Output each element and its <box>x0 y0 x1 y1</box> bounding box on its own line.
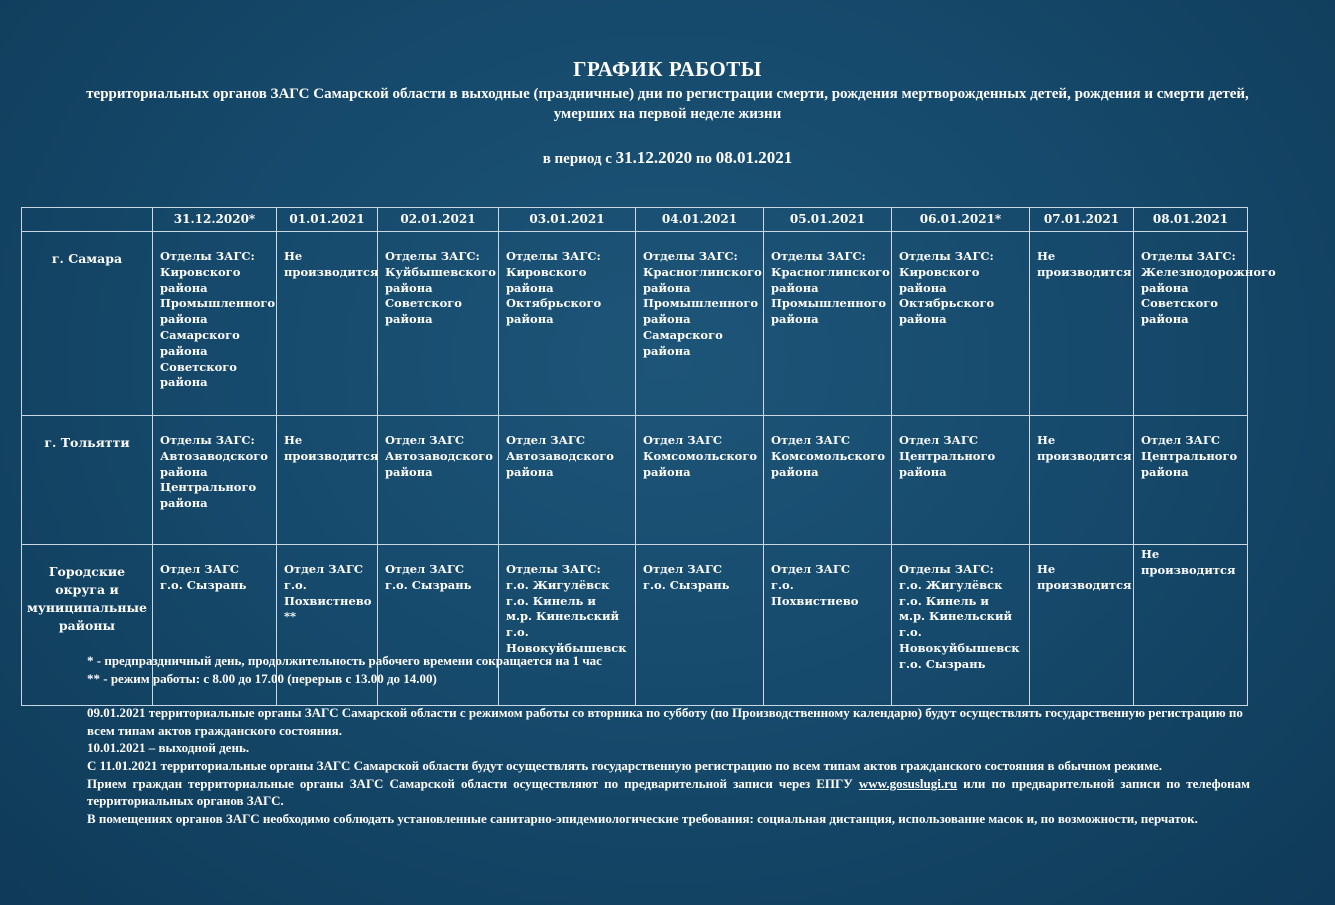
schedule-cell: Отделы ЗАГС: Красноглинского района Промышленного района <box>764 232 892 416</box>
notes-section <box>87 652 1250 827</box>
period-mid: по <box>692 151 716 167</box>
schedule-cell: Отделы ЗАГС: Кировского района Промышленного района Самарского района Советского района <box>153 232 277 416</box>
schedule-cell: Отделы ЗАГС: Кировского района Октябрьского района <box>499 232 636 416</box>
period-to: 08.01.2021 <box>715 148 793 167</box>
schedule-cell: Не производится <box>277 416 378 545</box>
schedule-cell: Не производится <box>1030 545 1134 706</box>
page-subtitle: территориальных органов ЗАГС Самарской области в выходные (праздничные) дни по регистрации смерти, рождения мертворожденных детей, рождения и смерти детей, умерших на первой неделе жизни <box>86 86 1249 122</box>
city-label: Городские округа и муниципальные районы <box>22 545 153 706</box>
note-jan-9: 09.01.2021 территориальные органы ЗАГС Самарской области с режимом работы со вторника по субботу (по Производственному календарю) будут осуществлять государственную регистрацию по всем типам актов гражданского состояния. <box>87 705 1243 738</box>
schedule-cell: Отдел ЗАГС г.о. Сызрань <box>378 545 499 706</box>
schedule-cell: Отделы ЗАГС: Красноглинского района Промышленного района Самарского района <box>636 232 764 416</box>
schedule-cell: Отдел ЗАГС Автозаводского района <box>378 416 499 545</box>
footnote-star: * - предпраздничный день, продолжительность рабочего времени сокращается на 1 час <box>87 653 602 668</box>
date-header-row <box>22 208 1248 232</box>
page-title: ГРАФИК РАБОТЫ <box>573 57 762 81</box>
schedule-cell: Отделы ЗАГС: Куйбышевского района Советского района <box>378 232 499 416</box>
schedule-cell: Отделы ЗАГС: г.о. Жигулёвск г.о. Кинель и м.р. Кинельский г.о. Новокуйбышевск г.о. Сызрань <box>892 545 1030 706</box>
schedule-cell: Отдел ЗАГС Автозаводского района <box>499 416 636 545</box>
date-header: 04.01.2021 <box>636 208 764 232</box>
schedule-cell: Отдел ЗАГС Комсомольского района <box>764 416 892 545</box>
schedule-cell: Отдел ЗАГС г.о. Похвистнево <box>764 545 892 706</box>
date-header: 01.01.2021 <box>277 208 378 232</box>
date-header: 08.01.2021 <box>1134 208 1248 232</box>
schedule-cell: Отделы ЗАГС: г.о. Жигулёвск г.о. Кинель и м.р. Кинельский г.о. Новокуйбышевск <box>499 545 636 706</box>
schedule-cell: Отдел ЗАГС г.о. Сызрань <box>153 545 277 706</box>
schedule-cell: Отдел ЗАГС Центрального района <box>1134 416 1248 545</box>
footnote-double-star: ** - режим работы: с 8.00 до 17.00 (перерыв с 13.00 до 14.00) <box>87 670 437 686</box>
schedule-table <box>21 207 1276 706</box>
schedule-cell: Отдел ЗАГС Центрального района <box>892 416 1030 545</box>
schedule-cell: Не производится <box>1030 416 1134 545</box>
period-line <box>0 148 1335 168</box>
schedule-cell: Отдел ЗАГС г.о. Сызрань <box>636 545 764 706</box>
period-from: 31.12.2020 <box>615 148 693 167</box>
date-header: 02.01.2021 <box>378 208 499 232</box>
schedule-cell: Отделы ЗАГС: Железнодорожного района Советского района <box>1134 232 1248 416</box>
date-header: 06.01.2021* <box>892 208 1030 232</box>
corner-cell <box>22 208 153 232</box>
schedule-cell: Не производится <box>1134 545 1248 706</box>
schedule-cell: Отдел ЗАГС Комсомольского района <box>636 416 764 545</box>
schedule-cell: Отделы ЗАГС: Автозаводского района Центрального района <box>153 416 277 545</box>
schedule-cell: Отдел ЗАГС г.о. Похвистнево ** <box>277 545 378 706</box>
period-prefix: в период с <box>542 151 616 167</box>
note-jan-10: 10.01.2021 – выходной день. <box>87 740 250 756</box>
row-samara <box>22 232 1248 416</box>
note-appointment-text: Прием граждан территориальные органы ЗАГС Самарской области осуществляют по предварительной записи через ЕПГУ <box>87 775 859 791</box>
gosuslugi-link[interactable]: www.gosuslugi.ru <box>858 775 958 791</box>
schedule-cell: Не производится <box>277 232 378 416</box>
date-header: 05.01.2021 <box>764 208 892 232</box>
schedule-cell: Отделы ЗАГС: Кировского района Октябрьского района <box>892 232 1030 416</box>
date-header: 03.01.2021 <box>499 208 636 232</box>
note-jan-11: С 11.01.2021 территориальные органы ЗАГС Самарской области будут осуществлять государственную регистрацию по всем типам актов гражданского состояния в обычном режиме. <box>87 757 1162 773</box>
row-tolyatti <box>22 416 1248 545</box>
note-appointment <box>87 775 1250 810</box>
date-header: 31.12.2020* <box>153 208 277 232</box>
date-header: 07.01.2021 <box>1030 208 1134 232</box>
city-label: г. Тольятти <box>22 416 153 545</box>
schedule-cell: Не производится <box>1030 232 1134 416</box>
note-appointment-text-2: или по предварительной записи по телефонам территориальных органов ЗАГС. <box>87 775 1250 809</box>
note-sanitary: В помещениях органов ЗАГС необходимо соблюдать установленные санитарно-эпидемиологические требования: социальная дистанция, использование масок и, по возможности, перчаток. <box>87 810 1198 826</box>
city-label: г. Самара <box>22 232 153 416</box>
